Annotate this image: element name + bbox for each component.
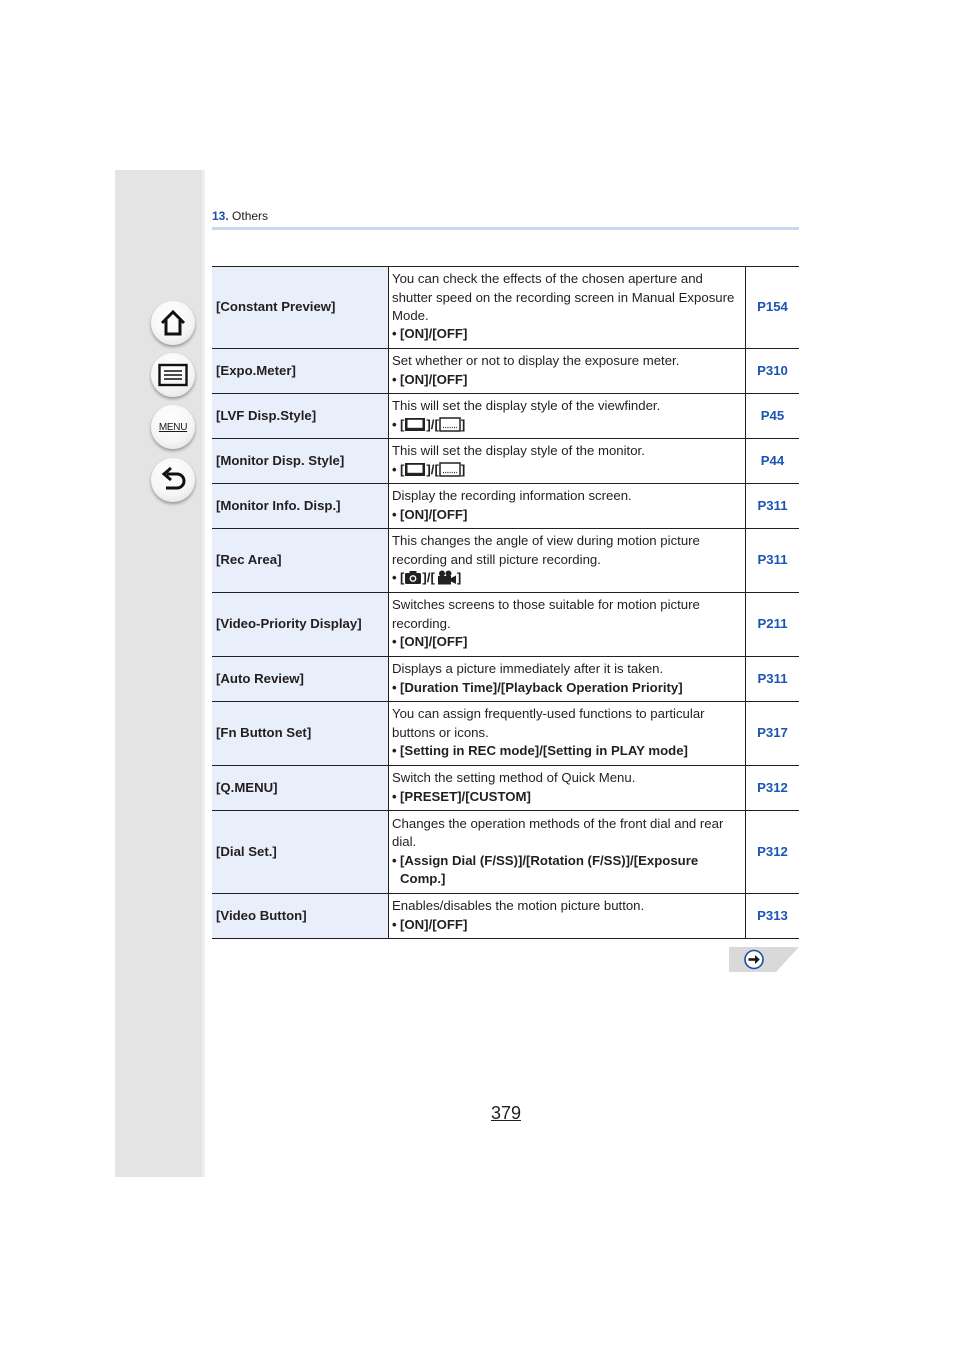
table-row [212,766,799,811]
setting-description [389,267,746,349]
option-values [400,416,740,434]
setting-description [389,484,746,529]
page-reference-link[interactable]: P310 [746,349,800,394]
home-button[interactable] [151,301,195,345]
option-line [392,852,740,889]
bullet: • [392,416,397,432]
camera-icon [404,570,422,585]
bracket-open: [ [400,461,405,477]
monitor-style-icon [439,462,461,477]
home-icon [158,308,188,338]
bracket-separator: ]/[ [422,570,435,586]
chapter-title: Others [232,209,269,223]
description-text: Changes the operation methods of the front dial and rear dial. [392,815,724,850]
setting-name: [Video Button] [212,894,389,939]
page-header [212,209,268,223]
header-rule [212,227,799,230]
option-line [392,742,740,760]
setting-name: [Rec Area] [212,529,389,593]
page-reference-link[interactable]: P311 [746,529,800,593]
bullet: • [392,506,397,522]
settings-table [212,266,799,939]
option-line [392,461,740,479]
option-values [400,461,740,479]
table-row [212,394,799,439]
page-reference-link[interactable]: P311 [746,657,800,702]
table-row [212,657,799,702]
setting-name: [Q.MENU] [212,766,389,811]
option-values: [ON]/[OFF] [400,326,468,342]
bullet: • [392,788,397,804]
page-reference-link[interactable]: P317 [746,702,800,766]
option-values: [ON]/[OFF] [400,916,468,932]
bracket-open: [ [400,570,405,586]
page-reference-link[interactable]: P313 [746,894,800,939]
setting-name: [Dial Set.] [212,811,389,894]
bracket-separator: ]/[ [426,416,439,432]
next-page-button[interactable] [729,947,799,972]
setting-description [389,811,746,894]
table-row [212,484,799,529]
description-text: Switches screens to those suitable for motion picture recording. [392,597,700,631]
setting-name: [Expo.Meter] [212,349,389,394]
bracket-close: ] [460,416,466,432]
table-row [212,894,799,939]
option-line [392,416,740,434]
setting-description [389,349,746,394]
option-values: [Assign Dial (F/SS)]/[Rotation (F/SS)]/[Exposure Comp.] [400,852,699,886]
setting-description [389,702,746,766]
setting-name: [Video-Priority Display] [212,593,389,657]
bullet: • [392,461,397,477]
table-row [212,702,799,766]
contents-button[interactable] [151,353,195,397]
setting-description [389,439,746,484]
option-values: [PRESET]/[CUSTOM] [400,788,531,804]
bullet: • [392,679,397,695]
back-button[interactable] [151,458,195,502]
option-values: [Setting in REC mode]/[Setting in PLAY mode] [400,743,688,759]
page-reference-link[interactable]: P45 [746,394,800,439]
setting-name: [Constant Preview] [212,267,389,349]
chapter-number: 13. [212,209,229,223]
bullet: • [392,326,397,342]
bracket-separator: ]/[ [426,461,439,477]
setting-name: [LVF Disp.Style] [212,394,389,439]
bullet: • [392,916,397,932]
setting-name: [Fn Button Set] [212,702,389,766]
description-text: You can check the effects of the chosen aperture and shutter speed on the recording screen in Manual Exposure Mode. [392,271,735,323]
description-text: This will set the display style of the viewfinder. [392,398,661,414]
setting-name: [Monitor Disp. Style] [212,439,389,484]
bullet: • [392,570,397,586]
table-row [212,439,799,484]
page-reference-link[interactable]: P312 [746,811,800,894]
description-text: Enables/disables the motion picture button. [392,898,645,914]
option-values: [Duration Time]/[Playback Operation Priority] [400,679,683,695]
window-style-icon [404,462,426,477]
description-text: Switch the setting method of Quick Menu. [392,770,636,786]
setting-description [389,894,746,939]
back-arrow-icon [158,465,188,495]
bracket-open: [ [400,416,405,432]
setting-description [389,529,746,593]
menu-button[interactable] [151,405,195,449]
option-line [392,506,740,524]
bracket-close: ] [456,570,462,586]
page-reference-link[interactable]: P211 [746,593,800,657]
bullet: • [392,743,397,759]
page-reference-link[interactable]: P44 [746,439,800,484]
setting-description [389,394,746,439]
page-reference-link[interactable]: P311 [746,484,800,529]
next-page-arrow-icon [729,947,799,972]
bullet: • [392,852,397,868]
table-row [212,267,799,349]
option-values: [ON]/[OFF] [400,506,468,522]
option-line [392,325,740,343]
page-number: 379 [490,1103,522,1123]
setting-name: [Monitor Info. Disp.] [212,484,389,529]
description-text: Display the recording information screen. [392,488,632,504]
setting-description [389,766,746,811]
page-reference-link[interactable]: P154 [746,267,800,349]
bracket-close: ] [460,461,466,477]
bullet: • [392,371,397,387]
option-values: [ON]/[OFF] [400,371,468,387]
description-text: Set whether or not to display the exposure meter. [392,353,680,369]
table-row [212,529,799,593]
video-camera-icon [435,570,457,585]
option-line [392,916,740,934]
description-text: Displays a picture immediately after it is taken. [392,661,664,677]
bullet: • [392,634,397,650]
table-row [212,349,799,394]
option-values [400,569,740,587]
description-text: This will set the display style of the monitor. [392,443,645,459]
setting-description [389,593,746,657]
monitor-style-icon [439,417,461,432]
option-line [392,633,740,651]
window-style-icon [404,417,426,432]
option-values: [ON]/[OFF] [400,634,468,650]
page-reference-link[interactable]: P312 [746,766,800,811]
table-of-contents-icon [158,363,188,387]
description-text: You can assign frequently-used functions to particular buttons or icons. [392,706,705,740]
option-line [392,569,740,587]
option-line [392,679,740,697]
option-line [392,788,740,806]
setting-description [389,657,746,702]
menu-label: MENU [158,421,188,433]
table-row [212,811,799,894]
description-text: This changes the angle of view during motion picture recording and still picture recording. [392,533,700,567]
setting-name: [Auto Review] [212,657,389,702]
option-line [392,371,740,389]
table-row [212,593,799,657]
sidebar-edge [202,170,205,1177]
